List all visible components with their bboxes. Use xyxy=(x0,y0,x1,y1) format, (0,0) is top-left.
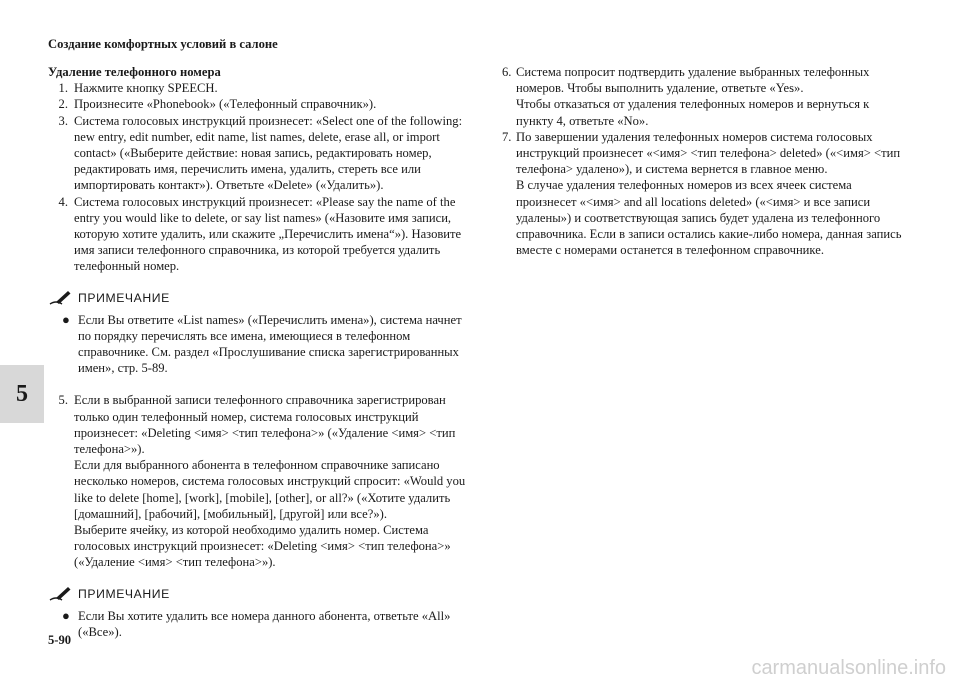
step-item xyxy=(48,80,468,96)
watermark: carmanualsonline.info xyxy=(751,656,946,679)
step-text: По завершении удаления телефонных номеров система голосовых инструкций произнесет «<имя> <тип телефона> deleted» («<имя> <тип телефона> удалено»), и система вернется в главное меню. В случае удаления телефонных номеров из всех ячеек система произнесет «<имя> and all locations deleted» («<имя> и все записи удалены») и соответствующая запись будет удалена из телефонного справочника. Если в записи остались какие-либо номера, данная запись вместе с номерами останется в телефонном справочнике. xyxy=(516,129,902,258)
step-item xyxy=(48,194,468,275)
chapter-tab xyxy=(0,365,44,423)
steps-list-right xyxy=(502,64,902,258)
step-number: 1. xyxy=(58,81,68,96)
step-item xyxy=(48,113,468,194)
step-number: 4. xyxy=(58,194,68,209)
step-number: 3. xyxy=(58,113,68,128)
note-block xyxy=(48,585,468,640)
pencil-note-icon xyxy=(48,585,72,603)
page-header-title: Создание комфортных условий в салоне xyxy=(48,37,278,51)
note-text: Если Вы ответите «List names» («Перечислить имена»), система начнет по порядку перечислять все имена, имеющиеся в телефонном справочнике. См. раздел «Прослушивание списка зарегистрированных имен», стр. 5-89. xyxy=(78,312,462,376)
bullet-icon: ● xyxy=(62,607,70,623)
step-item xyxy=(502,129,902,259)
note-header xyxy=(48,585,468,603)
page-number: 5-90 xyxy=(48,633,72,647)
note-item xyxy=(48,312,468,377)
note-label: ПРИМЕЧАНИЕ xyxy=(78,290,170,305)
step-text: Система голосовых инструкций произнесет: «Please say the name of the entry you would like to delete, or say list names» («Назовите имя записи, которую хотите удалить, или скажите „Перечислить имена“»). Назовите имя записи телефонного справочника, из которой требуется удалить телефонный номер. xyxy=(74,194,462,274)
note-label: ПРИМЕЧАНИЕ xyxy=(78,586,170,601)
note-text: Если Вы хотите удалить все номера данного абонента, ответьте «All» («Все»). xyxy=(78,608,451,639)
bullet-icon: ● xyxy=(62,311,70,327)
step-number: 7. xyxy=(502,129,512,144)
chapter-number: 5 xyxy=(16,380,28,407)
note-header xyxy=(48,289,468,307)
step-text: Система голосовых инструкций произнесет: «Select one of the following: new entry, edit number, edit name, list names, delete, erase all, or import contact» («Выберите действие: новая запись, редактировать номер, редактировать имя, перечислить имена, удалить, стереть все или импортировать контакт»). Ответьте «Delete» («Удалить»). xyxy=(74,113,463,193)
step-number: 2. xyxy=(58,97,68,112)
pencil-note-icon xyxy=(48,289,72,307)
section-heading: Удаление телефонного номера xyxy=(48,65,221,79)
left-column xyxy=(48,64,468,640)
step-text: Произнесите «Phonebook» («Телефонный справочник»). xyxy=(74,97,377,112)
right-column xyxy=(502,64,902,258)
step-item xyxy=(48,392,468,570)
step-number: 5. xyxy=(58,393,68,408)
steps-list-continued xyxy=(48,392,468,570)
step-item xyxy=(48,96,468,112)
step-text: Система попросит подтвердить удаление выбранных телефонных номеров. Чтобы выполнить удаление, ответьте «Yes». Чтобы отказаться от удаления телефонных номеров и вернуться к пункту 4, ответьте «No». xyxy=(516,65,870,128)
step-text: Если в выбранной записи телефонного справочника зарегистрирован только один телефонный номер, система голосовых инструкций произнесет: «Deleting <имя> <тип телефона>» («Удаление <имя> <тип телефона>»). Если для выбранного абонента в телефонном справочнике записано несколько номеров, система голосовых инструкций спросит: «Would you like to delete [home], [work], [mobile], [other], or all?» («Хотите удалить [домашний], [рабочий], [мобильный], [другой] или все?»). Выберите ячейку, из которой необходимо удалить номер. Система голосовых инструкций произнесет: «Deleting <имя> <тип телефона>» («Удаление <имя> <тип телефона>»). xyxy=(74,393,466,570)
note-item xyxy=(48,608,468,640)
note-block xyxy=(48,289,468,377)
step-text: Нажмите кнопку SPEECH. xyxy=(74,81,218,96)
step-item xyxy=(502,64,902,129)
steps-list xyxy=(48,80,468,274)
step-number: 6. xyxy=(502,65,512,79)
